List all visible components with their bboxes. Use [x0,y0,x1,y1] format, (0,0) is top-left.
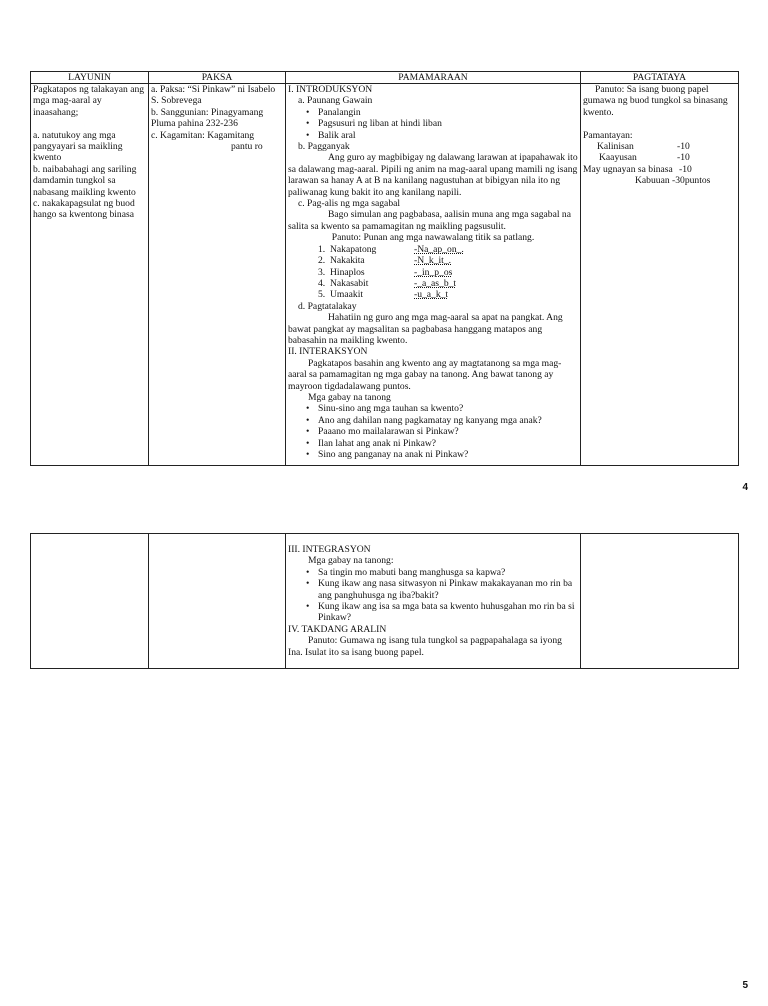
vocab-item: 5. Umaakit -u_a_k_t [318,289,449,301]
list-item: • Kung ikaw ang isa sa mga bata sa kwento huhusgahan mo rin ba si Pinkaw? [318,601,578,624]
layunin-cell [31,534,149,669]
total-score: Kabuuan -30puntos [635,175,711,187]
intro-title: I. INTRODUKSYON [288,84,373,95]
pamamaraan-cell [286,84,581,466]
pagtataya-panuto: Panuto: Sa isang buong papel gumawa ng buod tungkol sa binasang kwento. [583,84,728,118]
lesson-plan-table [30,71,739,466]
vocab-item: 1. Nakapatong -Na_ap_on_. [318,243,464,255]
paksa-cell [149,84,286,466]
integrasyon-subtitle: Mga gabay na tanong: [308,555,394,567]
layunin-item-b: b. naibabahagi ang sariling damdamin tungkol sa nabasang maikling kwento [33,163,137,198]
paksa-materials-cont: pantu ro [231,141,263,153]
criteria-row: Kaayusan -10 [599,152,690,164]
content-row [31,534,739,669]
paksa-topic: a. Paksa: “Si Pinkaw” ni Isabelo S. Sobrevega [151,84,276,107]
layunin-item-a: a. natutukoy ang mga pangyayari sa maikling kwento [33,129,123,164]
lesson-plan-table-continued [30,533,739,669]
list-item: • Sa tingin mo mabuti bang manghusga sa kapwa? [318,567,578,578]
sagabal-panuto: Panuto: Punan ang mga nawawalang titik sa patlang. [331,232,535,244]
header-row [31,72,739,84]
list-item: • Kung ikaw ang nasa sitwasyon ni Pinkaw makakayanan mo rin ba ang panghuhusga ng iba?bakit? [318,578,578,601]
layunin-cell [31,84,149,466]
paunang-gawain-title: a. Paunang Gawain [298,95,373,107]
paksa-reference: b. Sanggunian: Pinagyamang Pluma pahina 232-236 [151,106,264,130]
vocab-item: 3. Hinaplos -_in_p_os [318,266,453,278]
pagtataya-cell [581,534,739,669]
header-paksa: PAKSA [149,72,286,84]
pamantayan-label: Pamantayan: [583,129,633,141]
page-number: 5 [742,980,748,991]
interaksyon-text: Pagkatapos basahin ang kwento ang ay magtatanong sa mga mag-aaral sa pamamagitan ng mga gabay na tanong. Ang bawat tanong ay mayroon tigdadalawang puntos. [288,357,562,392]
content-row [31,84,739,466]
pagtatalakay-title: d. Pagtatalakay [298,300,357,312]
layunin-intro: Pagkatapos ng talakayan ang mga mag-aaral ay inaasahang; [33,84,145,118]
page-number: 4 [742,482,748,493]
list-item: • Sinu-sino ang mga tauhan sa kwento? [318,403,578,414]
integrasyon-title: III. INTEGRASYON [288,544,371,555]
pagtataya-cell [581,84,739,466]
sagabal-text: Bago simulan ang pagbabasa, aalisin muna ang mga sagabal na salita sa kwento sa pamamagitan ng maikling pagsusulit. [288,209,571,232]
layunin-item-c: c. nakakapagsulat ng buod hango sa kwentong binasa [33,198,135,221]
list-item: • Pagsusuri ng liban at hindi liban [318,118,578,129]
header-layunin: LAYUNIN [31,72,149,84]
vocab-item: 2. Nakakita -N_k_it_. [318,255,452,267]
sagabal-title: c. Pag-alis ng mga sagabal [298,198,401,210]
integrasyon-list [288,567,578,624]
vocab-list [288,244,578,301]
list-item: • Ilan lahat ang anak ni Pinkaw? [318,438,578,449]
list-item: • Ano ang dahilan nang pagkamatay ng kanyang mga anak? [318,415,578,426]
header-pagtataya: PAGTATAYA [581,72,739,84]
pagganyak-text: Ang guro ay magbibigay ng dalawang larawan at ipapahawak ito sa dalawang mag-aaral. Pipili ng anim na mag-aaral upang mamili ng isang larawan sa hanay A at B na kanilang nagustuhan at bibigyan nila ito ng paliwanag kung bakit ito ang kanilang napili. [288,152,578,198]
pagganyak-title: b. Pagganyak [298,141,350,153]
gabay-title: Mga gabay na tanong [308,391,391,403]
list-item: • Paaano mo mailalarawan si Pinkaw? [318,426,578,437]
pagtatalakay-text: Hahatiin ng guro ang mga mag-aaral sa apat na pangkat. Ang bawat pangkat ay magsalitan sa pagbabasa hanggang matapos ang babasahin na maikling kwento. [288,312,563,346]
list-item: • Panalangin [318,107,578,118]
vocab-item: 4. Nakasabit -_a_as_b_t [318,277,457,289]
paksa-cell [149,534,286,669]
criteria-row: Kalinisan -10 [597,141,690,153]
list-item: • Balik aral [318,130,578,141]
takdang-aralin-text: Panuto: Gumawa ng isang tula tungkol sa pagpapahalaga sa iyong Ina. Isulat ito sa isang buong papel. [288,635,562,658]
paunang-gawain-list [288,107,578,141]
interaksyon-title: II. INTERAKSYON [288,346,368,358]
criteria-row: May ugnayan sa binasa -10 [583,163,692,175]
paksa-materials: c. Kagamitan: Kagamitang [151,129,255,141]
list-item: • Sino ang panganay na anak ni Pinkaw? [318,449,578,460]
header-pamamaraan: PAMAMARAAN [286,72,581,84]
gabay-list [288,403,578,460]
takdang-aralin-title: IV. TAKDANG ARALIN [288,623,387,635]
pamamaraan-cell [286,534,581,669]
